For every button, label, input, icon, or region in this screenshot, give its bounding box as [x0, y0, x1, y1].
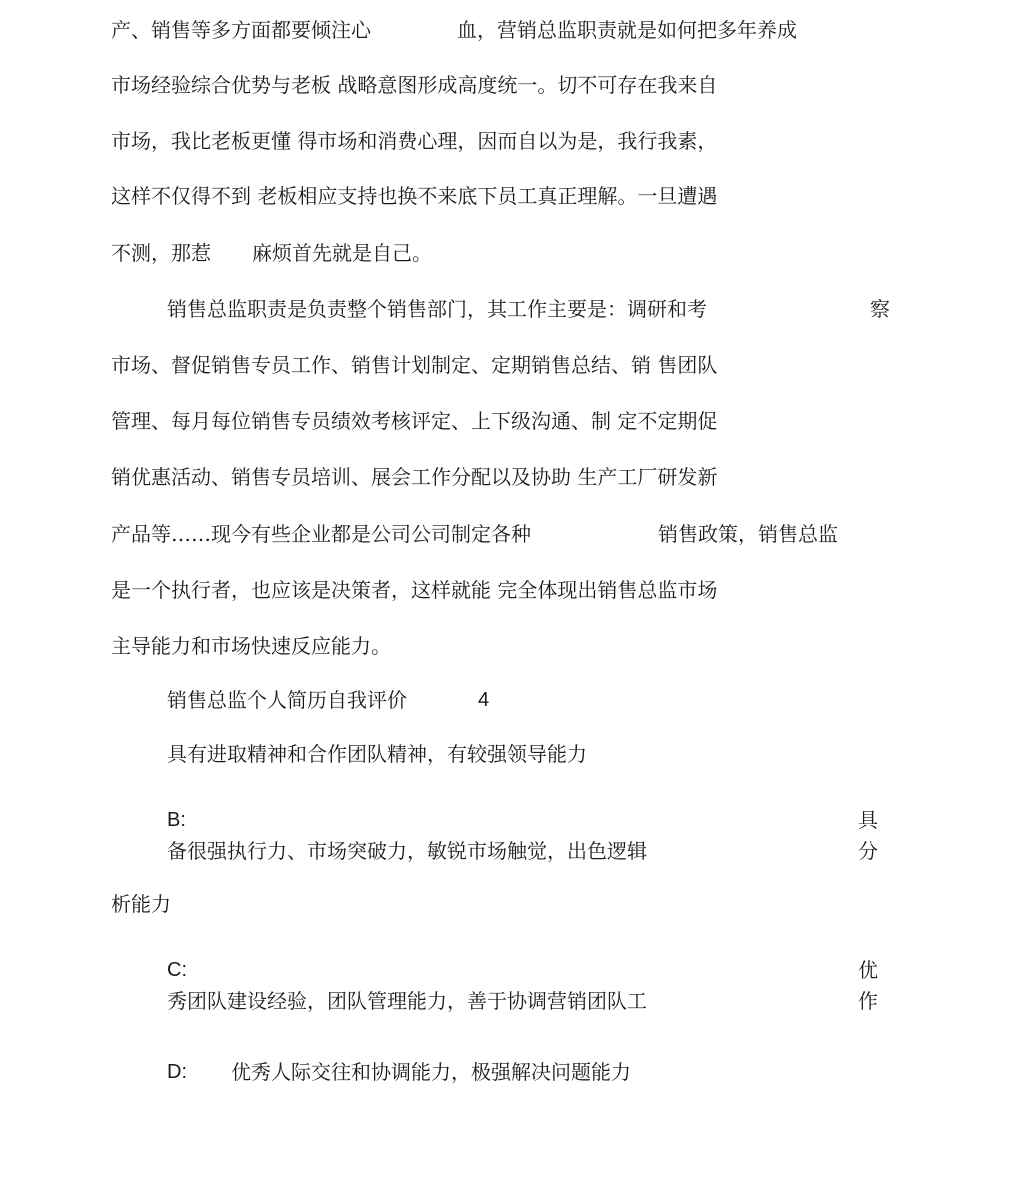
p1-line-1a: 产、销售等多方面都要倾注心 [111, 18, 371, 42]
p2-line-6: 是一个执行者，也应该是决策者，这样就能 完全体现出销售总监市场 [111, 578, 718, 602]
item-b-line-1-trailing: 分 [858, 839, 878, 863]
p2-line-5a: 产品等……现今有些企业都是公司公司制定各种 [111, 522, 531, 546]
p1-line-4: 这样不仅得不到 老板相应支持也换不来底下员工真正理解。一旦遭遇 [111, 184, 718, 208]
p1-line-3: 市场，我比老板更懂 得市场和消费心理，因而自以为是，我行我素， [111, 129, 718, 153]
item-d-text: 优秀人际交往和协调能力，极强解决问题能力 [231, 1060, 631, 1084]
p1-line-2: 市场经验综合优势与老板 战略意图形成高度统一。切不可存在我来自 [111, 73, 718, 97]
item-b-trailing-char: 具 [858, 808, 878, 832]
p1-line-5a: 不测，那惹 [111, 241, 211, 265]
item-b-line-2: 析能力 [111, 892, 171, 916]
item-a-text: 具有进取精神和合作团队精神，有较强领导能力 [167, 742, 587, 766]
item-c-line-1: 秀团队建设经验，团队管理能力，善于协调营销团队工 [167, 989, 647, 1013]
p2-line-2: 市场、督促销售专员工作、销售计划制定、定期销售总结、销 售团队 [111, 353, 718, 377]
item-d-label: D: [167, 1061, 187, 1083]
section-number: 4 [478, 689, 490, 711]
p2-line-1b: 察 [870, 297, 890, 321]
p2-line-4: 销优惠活动、销售专员培训、展会工作分配以及协助 生产工厂研发新 [111, 465, 718, 489]
item-b-line-1: 备很强执行力、市场突破力，敏锐市场触觉，出色逻辑 [167, 839, 647, 863]
item-c-trailing-char: 优 [858, 958, 878, 982]
p1-line-5b: 麻烦首先就是自己。 [252, 241, 432, 265]
section-heading: 销售总监个人简历自我评价 [167, 688, 407, 712]
p2-line-5b: 销售政策，销售总监 [658, 522, 838, 546]
p2-line-7: 主导能力和市场快速反应能力。 [111, 634, 391, 658]
p2-line-1a: 销售总监职责是负责整个销售部门，其工作主要是：调研和考 [167, 297, 707, 321]
item-c-label: C: [167, 959, 187, 981]
item-b-label: B: [167, 809, 186, 831]
p2-line-3: 管理、每月每位销售专员绩效考核评定、上下级沟通、制 定不定期促 [111, 409, 718, 433]
p1-line-1b: 血，营销总监职责就是如何把多年养成 [457, 18, 797, 42]
item-c-line-1-trailing: 作 [858, 989, 878, 1013]
